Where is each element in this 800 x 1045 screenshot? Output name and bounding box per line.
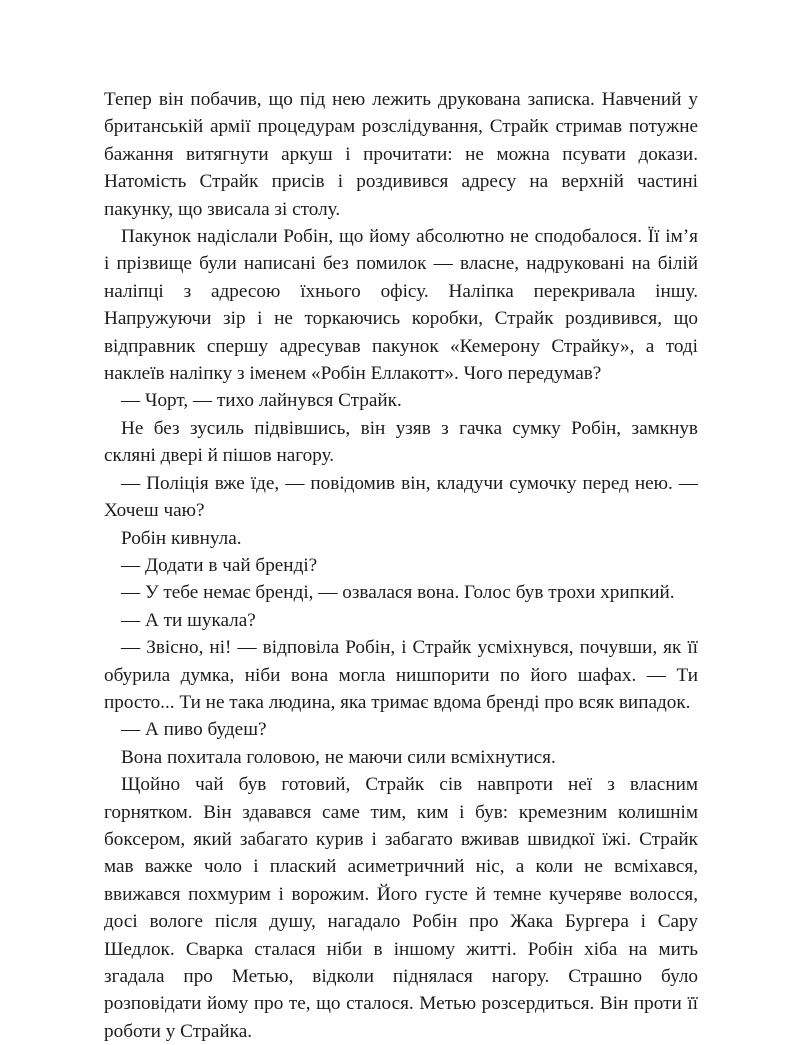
book-page-text [104,86,698,1045]
paragraph: Пакунок надіслали Робін, що йому абсолютно не сподобалося. Її ім’я і прізвище були написані без помилок — власне, надруковані на білій наліпці з адресою їхнього офісу. Наліпка перекривала іншу. Напружуючи зір і не торкаючись коробки, Страйк роздивився, що відправник спершу адресував пакунок «Кемерону Страйку», а тоді наклеїв наліпку з іменем «Робін Еллакотт». Чого передумав? [104,226,698,385]
paragraph: Вона похитала головою, не маючи сили всміхнутися. [121,746,556,768]
paragraph: Тепер він побачив, що під нею лежить друкована записка. Навчений у британській армії процедурам розслідування, Страйк стримав потужне бажання витягнути аркуш і прочитати: не можна псувати докази. Натомість Страйк присів і роздивився адресу на верхній частині пакунку, що звисала зі столу. [104,89,698,220]
paragraph: — А ти шукала? [121,609,256,631]
paragraph: — Додати в чай бренді? [121,554,318,576]
paragraph: Щойно чай був готовий, Страйк сів навпроти неї з власним горнятком. Він здавався саме тим, ким і був: кремезним колишнім боксером, який забагато курив і забагато вживав швидкої їжі. Страйк мав важке чоло і плаский асиметричний ніс, а коли не всміхався, ввижався похмурим і ворожим. Його густе й темне кучеряве волосся, досі вологе після душу, нагадало Робін про Жака Бургера і Сару Шедлок. Сварка сталася ніби в іншому житті. Робін хіба на мить згадала про Метью, відколи піднялася нагору. Страшно було розповідати йому про те, що сталося. Метью розсердиться. Він проти її роботи у Страйка. [104,774,698,1042]
paragraph: Не без зусиль підвівшись, він узяв з гачка сумку Робін, замкнув скляні двері й пішов нагору. [104,417,698,467]
paragraph: — Чорт, — тихо лайнувся Страйк. [121,390,402,412]
paragraph: — Поліція вже їде, — повідомив він, кладучи сумочку перед нею. — Хочеш чаю? [104,472,698,522]
paragraph: Робін кивнула. [121,527,242,549]
paragraph: — А пиво будеш? [121,719,267,741]
paragraph: — У тебе немає бренді, — озвалася вона. Голос був трохи хрипкий. [121,582,675,604]
paragraph: — Звісно, ні! — відповіла Робін, і Страйк усміхнувся, почувши, як її обурила думка, ніби вона могла нишпорити по його шафах. — Ти просто... Ти не така людина, яка тримає вдома бренді про всяк випадок. [104,637,698,713]
